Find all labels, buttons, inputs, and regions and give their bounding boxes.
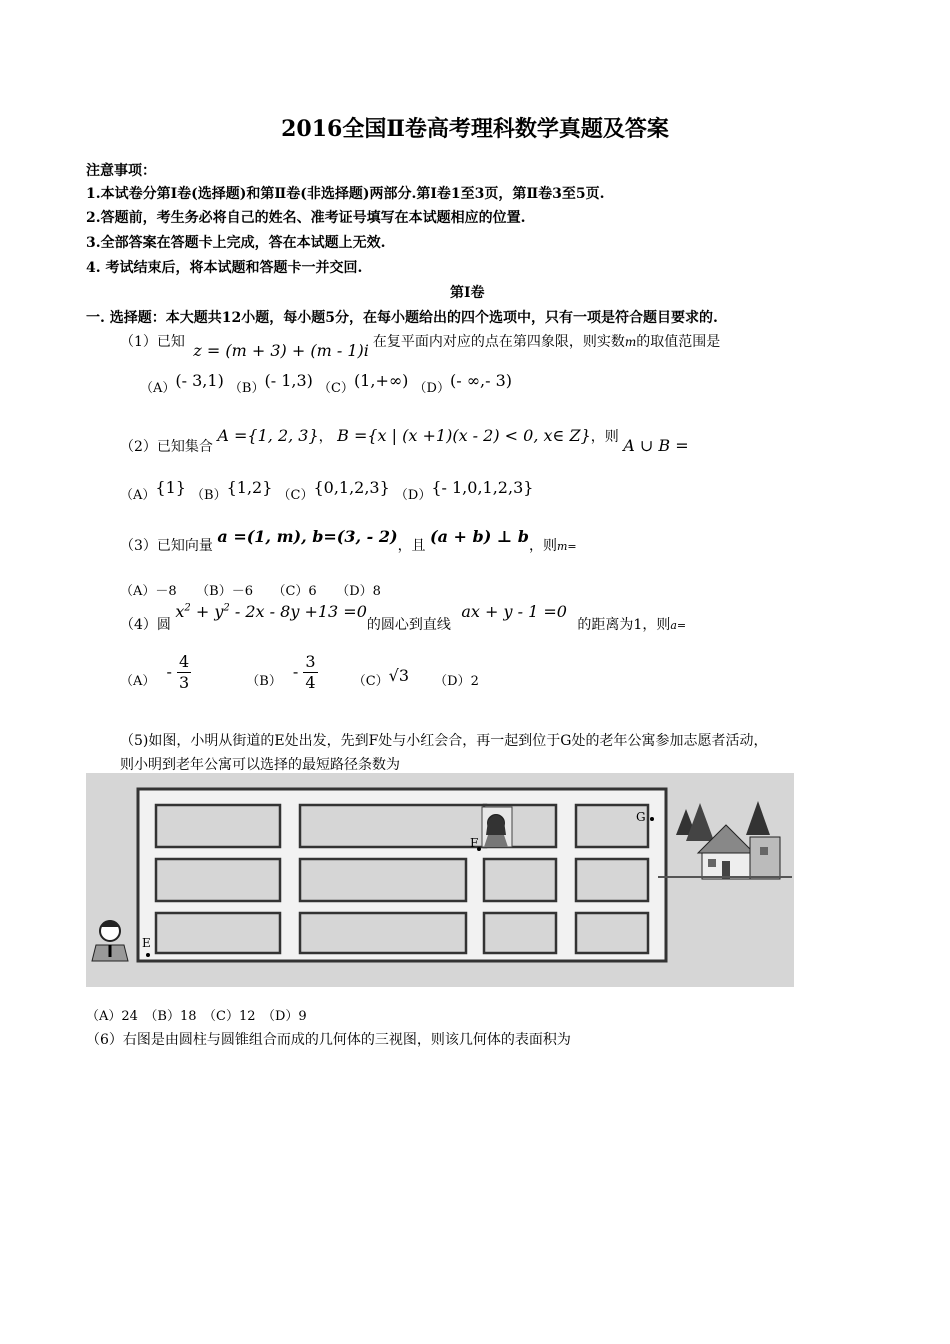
q1-option-a-label: （A） <box>140 381 176 396</box>
q1-option-a-value: (- 3,1) <box>175 371 224 390</box>
q4-option-c-value: √3 <box>388 666 410 685</box>
q1-var: m <box>624 335 637 349</box>
q3-options: （A）－8 （B）－6 （C）6 （D）8 <box>120 584 381 599</box>
q2-expr: A ∪ B = <box>623 436 689 455</box>
q4-option-d-label: （D） <box>434 674 471 689</box>
street-grid-illustration <box>86 773 794 987</box>
q4-post: 的距离为1，则 <box>577 617 671 633</box>
q2-option-b-label: （B） <box>191 488 227 503</box>
q2-set-b: B ={x | (x +1)(x - 2) < 0, x∈ Z} <box>337 426 591 445</box>
q2-option-b-value: {1,2} <box>226 478 273 497</box>
q2-option-d-label: （D） <box>394 488 432 503</box>
note-item-3: 3.全部答案在答题卡上完成，答在本试题上无效. <box>86 235 386 251</box>
q1-option-d-label: （D） <box>413 381 450 396</box>
part-heading: 一. 选择题：本大题共12小题，每小题5分，在每小题给出的四个选项中，只有一项是符合题目要求的. <box>86 310 718 326</box>
q3-mid: ，且 <box>397 538 426 554</box>
girl-icon <box>482 807 512 847</box>
q2-option-c-label: （C） <box>277 488 314 503</box>
q4-ask: a= <box>670 619 687 632</box>
q3-pre: （3）已知向量 <box>120 538 213 554</box>
note-item-1: 1.本试卷分第Ⅰ卷(选择题)和第Ⅱ卷(非选择题)两部分.第Ⅰ卷1至3页，第Ⅱ卷3至5页. <box>86 186 605 202</box>
q2-options <box>120 478 534 503</box>
q1-option-c-value: (1,+∞) <box>353 371 409 390</box>
page-title: 2016全国Ⅱ卷高考理科数学真题及答案 <box>281 116 669 142</box>
q4-option-b-label: （B） <box>246 674 282 689</box>
q3-vectors: a =(1, m), b=(3, - 2) <box>217 527 398 546</box>
q1-option-b-label: （B） <box>228 381 265 396</box>
q4-line: ax + y - 1 =0 <box>461 602 567 621</box>
note-item-2: 2.答题前，考生务必将自己的姓名、准考证号填写在本试题相应的位置. <box>86 210 526 226</box>
q2-option-a-label: （A） <box>120 488 156 503</box>
q6-stem: （6）右图是由圆柱与圆锥组合而成的几何体的三视图，则该几何体的表面积为 <box>86 1032 571 1048</box>
q4-option-a-label: （A） <box>120 674 156 689</box>
notes-heading: 注意事项： <box>86 163 156 179</box>
q5-options: （A）24 （B）18 （C）12 （D）9 <box>86 1009 307 1024</box>
section-label: 第Ⅰ卷 <box>450 285 485 301</box>
q3-ask: m= <box>556 540 577 553</box>
q1-formula: z = (m + 3) + (m - 1)i <box>193 341 369 360</box>
q4-option-d-value: 2 <box>470 674 479 689</box>
q4-pre: （4）圆 <box>120 617 171 633</box>
note-item-4: 4. 考试结束后，将本试题和答题卡一并交回. <box>86 260 363 276</box>
q2-option-a-value: {1} <box>155 478 186 497</box>
q5-line1: （5)如图，小明从街道的E处出发，先到F处与小红会合，再一起到位于G处的老年公寓参加志愿者活动， <box>120 733 768 749</box>
q2-pre: （2）已知集合 <box>120 439 213 455</box>
label-g: G <box>636 810 646 824</box>
q4-option-a-fraction: $\frac{4}{3}$ <box>178 652 190 692</box>
q2-sep: ， <box>318 429 333 445</box>
label-e: E <box>142 936 151 950</box>
q4-mid: 的圆心到直线 <box>366 617 451 633</box>
q2-stem <box>120 426 689 455</box>
q1-stem <box>120 331 721 360</box>
q3-post: ，则 <box>528 538 557 554</box>
q2-option-d-value: {- 1,0,1,2,3} <box>431 478 534 497</box>
q3-stem <box>120 527 577 554</box>
q1-option-d-value: (- ∞,- 3) <box>449 371 513 390</box>
q2-set-a: A ={1, 2, 3} <box>217 426 319 445</box>
q4-option-c-label: （C） <box>352 674 389 689</box>
q4-options <box>120 652 479 693</box>
q1-pre: （1）已知 <box>120 334 185 350</box>
street-map-figure <box>86 773 794 987</box>
q2-post: ，则 <box>590 429 619 445</box>
q4-option-b-fraction: $\frac{3}{4}$ <box>305 652 316 692</box>
q4-option-a-sign: - <box>166 662 172 681</box>
q2-option-c-value: {0,1,2,3} <box>313 478 390 497</box>
q1-option-b-value: (- 1,3) <box>264 371 313 390</box>
q1-options <box>140 371 513 396</box>
q1-post2: 的取值范围是 <box>636 334 721 350</box>
q1-post: 在复平面内对应的点在第四象限，则实数 <box>372 334 625 350</box>
label-f: F <box>470 836 479 850</box>
q4-stem <box>120 602 687 633</box>
q1-option-c-label: （C） <box>317 381 354 396</box>
q3-condition: (a + b) ⊥ b <box>430 527 529 546</box>
q4-option-b-sign: - <box>292 662 299 681</box>
q5-line2: 则小明到老年公寓可以选择的最短路径条数为 <box>120 757 400 773</box>
q4-circle: $x^2 + y^2 - 2x - 8y +13 =0$ <box>175 602 367 621</box>
